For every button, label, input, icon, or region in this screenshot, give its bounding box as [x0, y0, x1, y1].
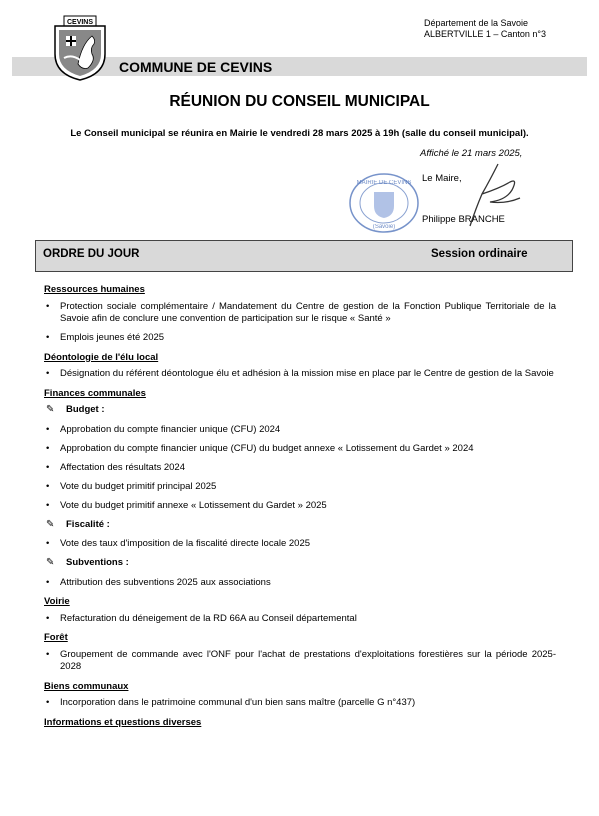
list-item: • Vote du budget primitif principal 2025	[46, 480, 217, 492]
list-item: • Approbation du compte financier unique (CFU) 2024	[46, 423, 281, 435]
list-item: • Groupement de commande avec l'ONF pour l'achat de prestations d'exploitations forestières sur la période 2025-2028	[46, 648, 556, 672]
list-item: • Vote des taux d'imposition de la fiscalité directe locale 2025	[46, 538, 311, 549]
handwritten-signature	[460, 160, 530, 230]
pencil-icon: ✎	[46, 518, 55, 530]
list-item: • Désignation du référent déontologue élu et adhésion à la mission mise en place par le Centre de gestion de la Savoie	[46, 368, 554, 379]
canton-name: ALBERTVILLE 1 – Canton n°3	[424, 29, 547, 39]
bullet-icon: •	[46, 697, 50, 708]
section-title-foret: Forêt	[44, 632, 68, 643]
list-item: • Approbation du compte financier unique (CFU) du budget annexe « Lotissement du Gardet » 2024	[46, 442, 474, 454]
list-item: • Incorporation dans le patrimoine communal d'un bien sans maître (parcelle G n°437)	[46, 697, 416, 708]
section-title-informations: Informations et questions diverses	[44, 716, 202, 728]
pencil-icon: ✎	[46, 404, 55, 415]
list-item: • Attribution des subventions 2025 aux associations	[46, 576, 271, 588]
list-item: • Affectation des résultats 2024	[46, 461, 185, 473]
section-title-voirie: Voirie	[44, 596, 70, 607]
signatory-name: Philippe BRANCHE	[422, 214, 505, 225]
subsection-title-budget: ✎ Budget :	[46, 404, 105, 415]
logo-text: CEVINS	[66, 19, 94, 26]
subsection-title-subventions: ✎ Subventions :	[46, 557, 129, 568]
mairie-stamp	[346, 170, 422, 236]
bullet-icon: •	[46, 442, 50, 454]
list-item: • Protection sociale complémentaire / Mandatement du Centre de gestion de la Fonction Publique Territoriale de la Savoie afin de conclure une convention de participation sur le risque « Santé »	[46, 300, 556, 324]
svg-text:MAIRIE DE CEVINS: MAIRIE DE CEVINS	[356, 180, 412, 186]
department-info	[424, 18, 546, 40]
bullet-icon: •	[46, 368, 50, 379]
bullet-icon: •	[46, 576, 50, 588]
subsection-title-fiscalite: ✎ Fiscalité :	[46, 518, 110, 530]
svg-text:(Savoie): (Savoie)	[372, 224, 396, 230]
section-title-finances: Finances communales	[44, 387, 146, 399]
section-title-deontologie: Déontologie de l'élu local	[44, 351, 159, 363]
bullet-icon: •	[46, 538, 50, 549]
bullet-icon: •	[46, 332, 50, 343]
bullet-icon: •	[46, 648, 50, 660]
list-item: • Emplois jeunes été 2025	[46, 332, 165, 343]
convocation-text: Le Conseil municipal se réunira en Mairie le vendredi 28 mars 2025 à 19h (salle du conseil municipal).	[70, 128, 529, 139]
posted-date: Affiché le 21 mars 2025,	[420, 148, 523, 159]
signatory-role: Le Maire,	[422, 173, 462, 184]
section-title-biens-communaux: Biens communaux	[44, 680, 129, 692]
commune-name: COMMUNE DE CEVINS	[119, 59, 273, 75]
pencil-icon: ✎	[46, 557, 55, 568]
session-type: Session ordinaire	[431, 248, 528, 260]
bullet-icon: •	[46, 499, 50, 511]
list-item: • Vote du budget primitif annexe « Lotissement du Gardet » 2025	[46, 499, 327, 511]
bullet-icon: •	[46, 423, 50, 435]
bullet-icon: •	[46, 612, 50, 624]
agenda-content	[44, 284, 556, 733]
coat-of-arms-logo	[52, 14, 108, 82]
bullet-icon: •	[46, 480, 50, 492]
agenda-title: ORDRE DU JOUR	[43, 248, 140, 260]
list-item: • Refacturation du déneigement de la RD 66A au Conseil départemental	[46, 612, 357, 624]
bullet-icon: •	[46, 300, 50, 312]
bullet-icon: •	[46, 461, 50, 473]
department-name: Département de la Savoie	[424, 18, 529, 28]
page-title: RÉUNION DU CONSEIL MUNICIPAL	[169, 93, 430, 110]
section-title-ressources-humaines: Ressources humaines	[44, 284, 145, 295]
